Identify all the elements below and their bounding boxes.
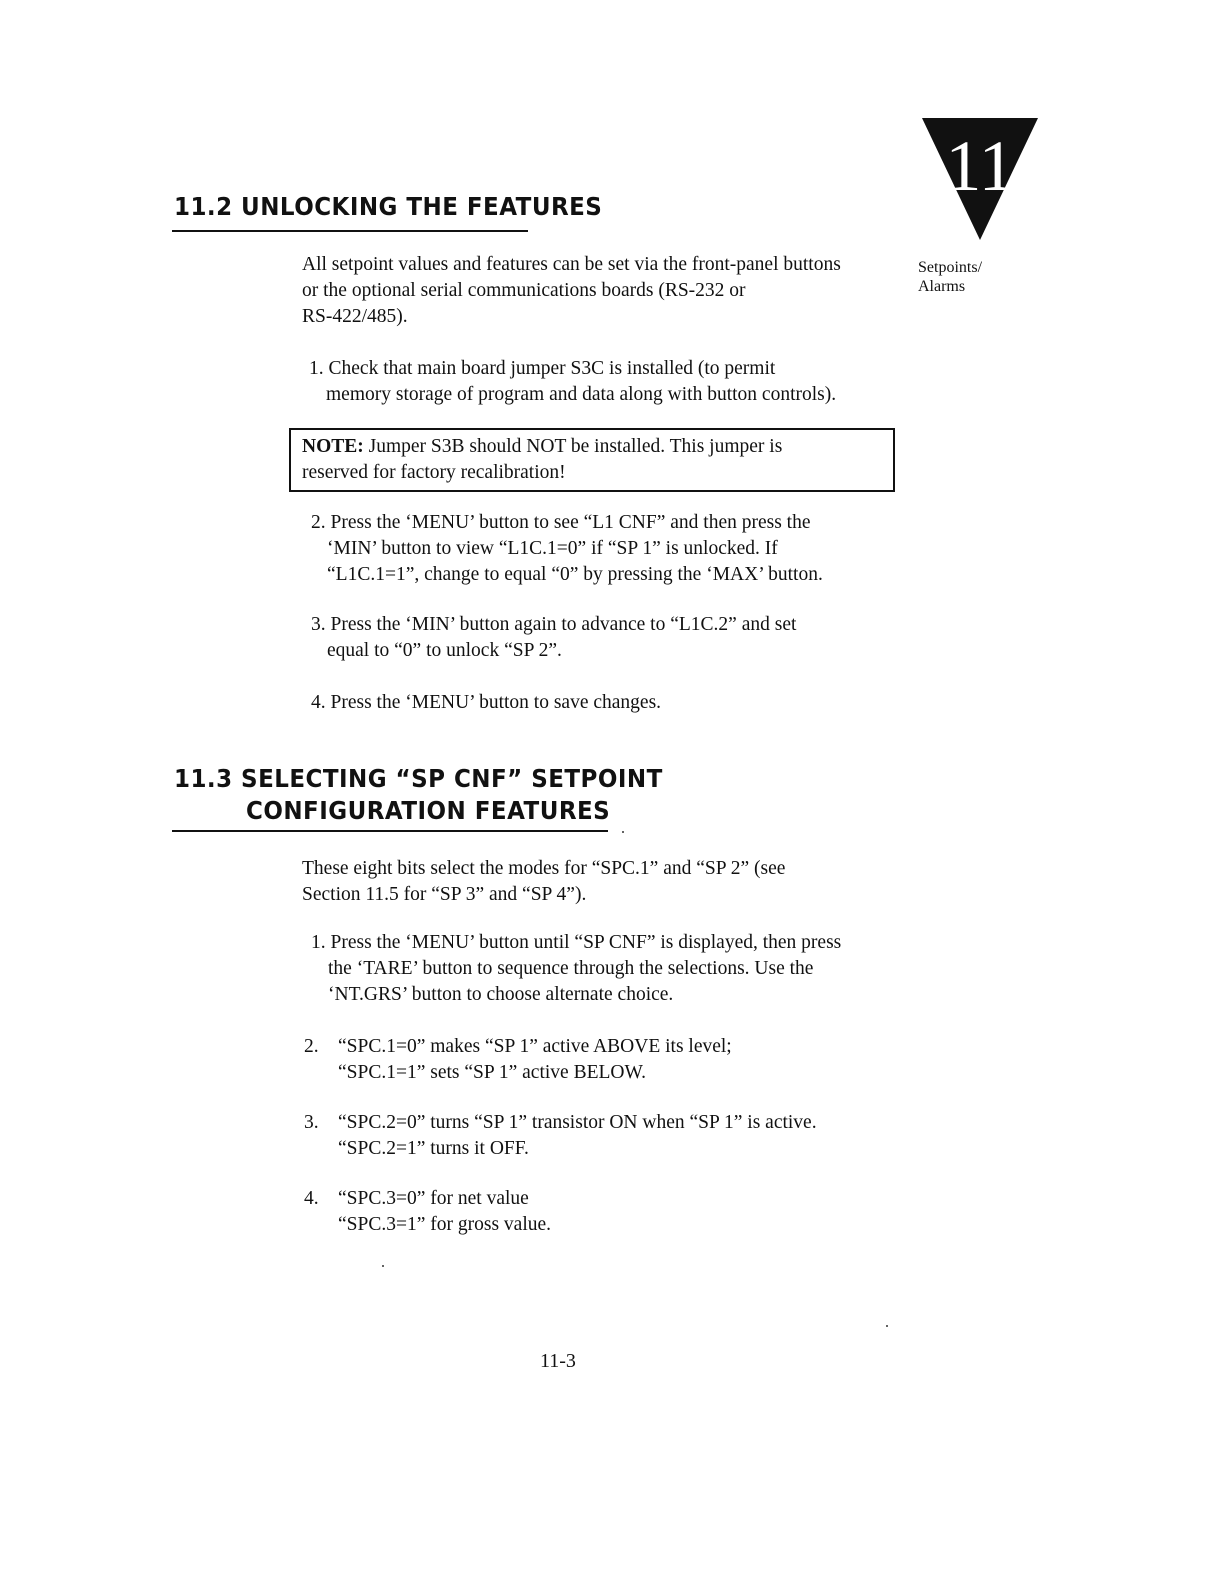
step-number: 3. — [304, 1112, 319, 1133]
step-line: 1. Press the ‘MENU’ button until “SP CNF” is displayed, then press — [311, 932, 842, 953]
step-line: “SPC.1=1” sets “SP 1” active BELOW. — [338, 1062, 646, 1083]
section-11-2-step-2 — [311, 510, 823, 588]
step-line: 2. Press the ‘MENU’ button to see “L1 CNF” and then press the — [311, 512, 811, 533]
step-line: “L1C.1=1”, change to equal “0” by pressing the ‘MAX’ button. — [327, 564, 823, 585]
section-11-2-step-1 — [309, 356, 836, 408]
step-number: 2. — [304, 1036, 319, 1057]
section-11-3-heading-line-1: 11.3 SELECTING “SP CNF” SETPOINT — [174, 764, 663, 793]
intro-line: All setpoint values and features can be set via the front-panel buttons — [302, 254, 841, 275]
step-line: “SPC.2=0” turns “SP 1” transistor ON when “SP 1” is active. — [338, 1112, 817, 1133]
section-11-3-step-2 — [304, 1034, 924, 1086]
step-line: “SPC.1=0” makes “SP 1” active ABOVE its level; — [338, 1036, 732, 1057]
intro-line: Section 11.5 for “SP 3” and “SP 4”). — [302, 884, 587, 905]
step-line: “SPC.3=1” for gross value. — [338, 1214, 552, 1235]
step-line: “SPC.3=0” for net value — [338, 1188, 529, 1209]
step-line: memory storage of program and data along with button controls). — [326, 384, 837, 405]
chapter-tab-label-line2: Alarms — [918, 278, 966, 295]
section-11-2-intro — [302, 252, 841, 330]
intro-line: These eight bits select the modes for “SPC.1” and “SP 2” (see — [302, 858, 786, 879]
section-11-3-rule — [172, 830, 608, 832]
chapter-tab-label-line1: Setpoints/ — [918, 259, 983, 276]
note-box — [289, 428, 895, 492]
scan-speck — [886, 1325, 888, 1327]
intro-line: or the optional serial communications boards (RS-232 or — [302, 280, 746, 301]
chapter-tab-label — [918, 258, 982, 296]
page-number: 11-3 — [540, 1350, 576, 1372]
note-text: Jumper S3B should NOT be installed. This jumper is — [363, 436, 783, 457]
step-line: ‘MIN’ button to view “L1C.1=0” if “SP 1” is unlocked. If — [327, 538, 778, 559]
note-line-2: reserved for factory recalibration! — [302, 462, 566, 483]
section-11-3-step-1 — [311, 930, 841, 1008]
step-number: 4. — [304, 1188, 319, 1209]
section-11-3-step-4 — [304, 1186, 924, 1238]
section-11-2-step-3 — [311, 612, 796, 664]
section-11-3-intro — [302, 856, 785, 908]
section-11-2-rule — [172, 230, 528, 232]
step-line: the ‘TARE’ button to sequence through the selections. Use the — [328, 958, 814, 979]
step-line: equal to “0” to unlock “SP 2”. — [327, 640, 562, 661]
section-11-2-step-4 — [311, 690, 661, 716]
scan-speck — [622, 831, 624, 833]
intro-line: RS-422/485). — [302, 306, 408, 327]
section-11-3-heading-line-2: CONFIGURATION FEATURES — [246, 796, 611, 825]
step-line: 1. Check that main board jumper S3C is installed (to permit — [309, 358, 776, 379]
chapter-number: 11 — [945, 126, 1015, 206]
section-11-3-step-3 — [304, 1110, 924, 1162]
step-line: 3. Press the ‘MIN’ button again to advance to “L1C.2” and set — [311, 614, 797, 635]
note-label: NOTE: — [302, 436, 364, 457]
step-line: “SPC.2=1” turns it OFF. — [338, 1138, 529, 1159]
step-line: 4. Press the ‘MENU’ button to save changes. — [311, 692, 662, 713]
step-line: ‘NT.GRS’ button to choose alternate choice. — [328, 984, 674, 1005]
chapter-tab — [922, 118, 1038, 240]
note-line-1 — [302, 434, 893, 460]
section-11-2-heading: 11.2 UNLOCKING THE FEATURES — [174, 192, 603, 221]
scan-speck — [382, 1265, 384, 1267]
